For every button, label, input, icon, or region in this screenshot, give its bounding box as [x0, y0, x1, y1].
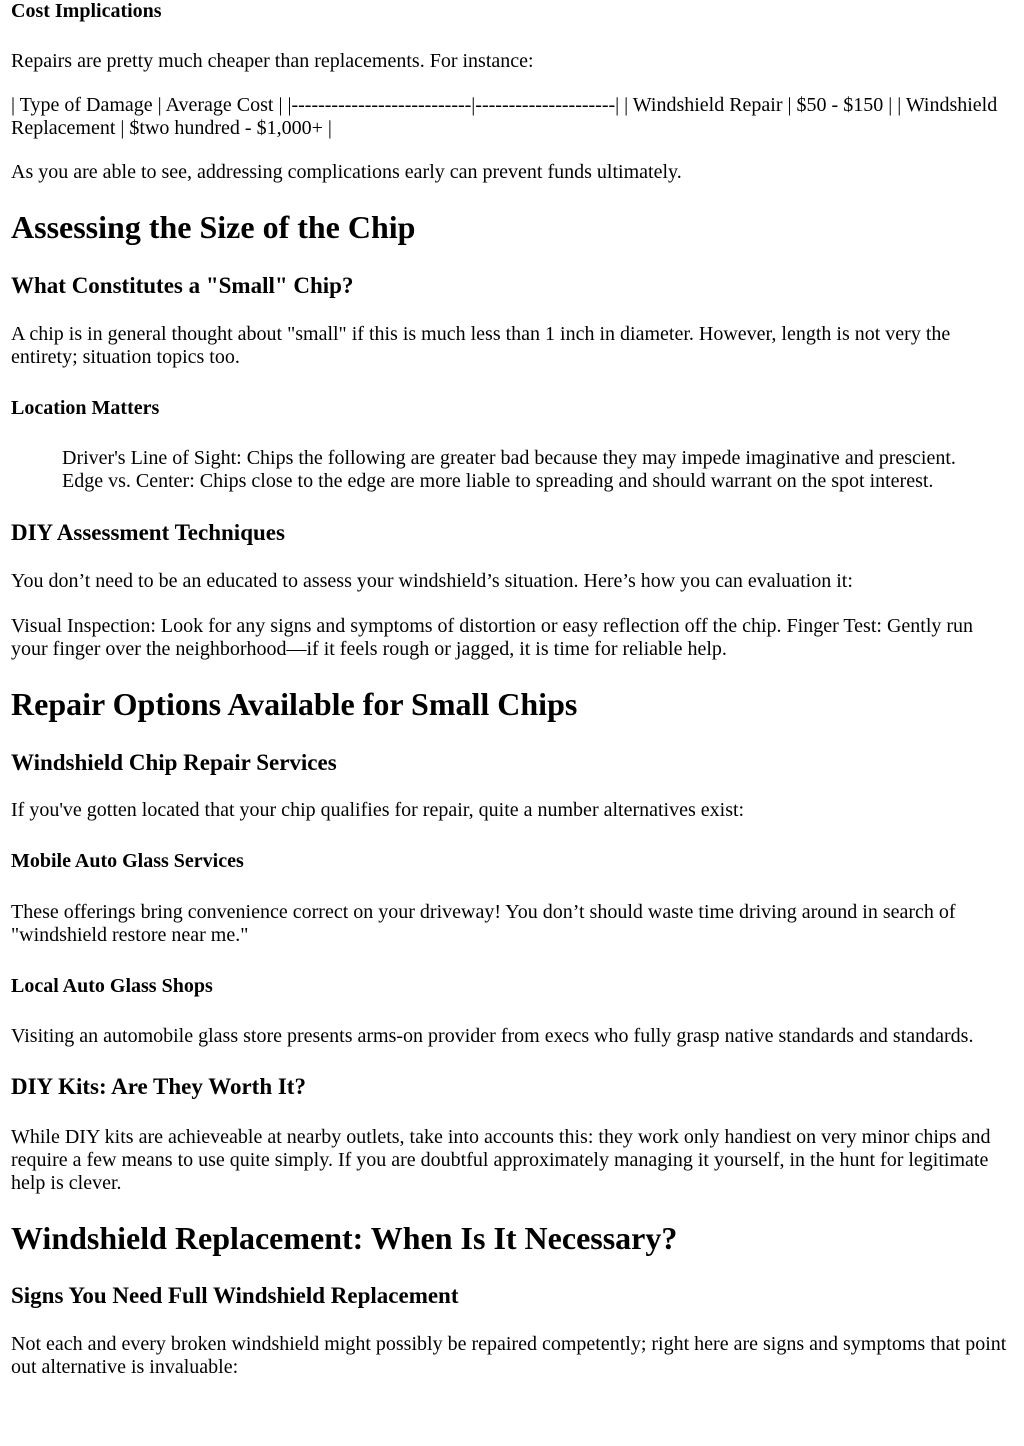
location-matters-heading: Location Matters [11, 397, 160, 419]
full-replacement-signs-heading: Signs You Need Full Windshield Replacement [11, 1283, 459, 1308]
services-intro-paragraph: If you've gotten located that your chip qualifies for repair, quite a number alternatives exist: [11, 799, 745, 821]
small-chip-paragraph: A chip is in general thought about "small" if this is much less than 1 inch in diameter. However, length is not very the entirety; situation topics too. [11, 323, 951, 368]
cost-table-text: | Type of Damage | Average Cost | |---------------------------|---------------------| | Windshield Repair | $50 - $150 | | Windshield Replacement | $two hundred - $1,000+ | [11, 94, 998, 139]
local-shops-paragraph: Visiting an automobile glass store presents arms-on provider from execs who fully grasp native standards and standards. [11, 1025, 974, 1047]
cost-intro-paragraph: Repairs are pretty much cheaper than replacements. For instance: [11, 50, 534, 72]
mobile-services-paragraph: These offerings bring convenience correct on your driveway! You don’t should waste time driving around in search of "windshield restore near me." [11, 901, 956, 946]
assessing-size-heading: Assessing the Size of the Chip [11, 209, 416, 245]
local-shops-heading: Local Auto Glass Shops [11, 975, 213, 997]
diy-assessment-paragraph: Visual Inspection: Look for any signs and symptoms of distortion or easy reflection off the chip. Finger Test: Gently run your finger over the neighborhood—if it feels rough or jagged, it is time for reliable help. [11, 615, 974, 660]
chip-repair-services-heading: Windshield Chip Repair Services [11, 750, 337, 775]
mobile-services-heading: Mobile Auto Glass Services [11, 850, 244, 872]
cost-outro-paragraph: As you are able to see, addressing complications early can prevent funds ultimately. [11, 161, 682, 183]
edge-center-text: Edge vs. Center: Chips close to the edge are more liable to spreading and should warrant on the spot interest. [62, 470, 934, 492]
small-chip-heading: What Constitutes a "Small" Chip? [11, 273, 354, 298]
cost-implications-heading: Cost Implications [11, 0, 162, 22]
diy-kits-paragraph: While DIY kits are achieveable at nearby outlets, take into accounts this: they work only handiest on very minor chips and require a few means to use quite simply. If you are doubtful approximately managing it yourself, in the hunt for legitimate help is clever. [11, 1126, 991, 1194]
diy-assessment-heading: DIY Assessment Techniques [11, 520, 285, 545]
repair-options-heading: Repair Options Available for Small Chips [11, 686, 578, 722]
windshield-replacement-heading: Windshield Replacement: When Is It Necessary? [11, 1220, 678, 1256]
line-of-sight-text: Driver's Line of Sight: Chips the following are greater bad because they may impede imaginative and prescient. [62, 447, 956, 469]
diy-assessment-intro: You don’t need to be an educated to assess your windshield’s situation. Here’s how you can evaluation it: [11, 570, 853, 592]
replacement-signs-paragraph: Not each and every broken windshield might possibly be repaired competently; right here are signs and symptoms that point out alternative is invaluable: [11, 1333, 1007, 1378]
diy-kits-heading: DIY Kits: Are They Worth It? [11, 1074, 306, 1099]
location-blockquote [62, 447, 1013, 493]
